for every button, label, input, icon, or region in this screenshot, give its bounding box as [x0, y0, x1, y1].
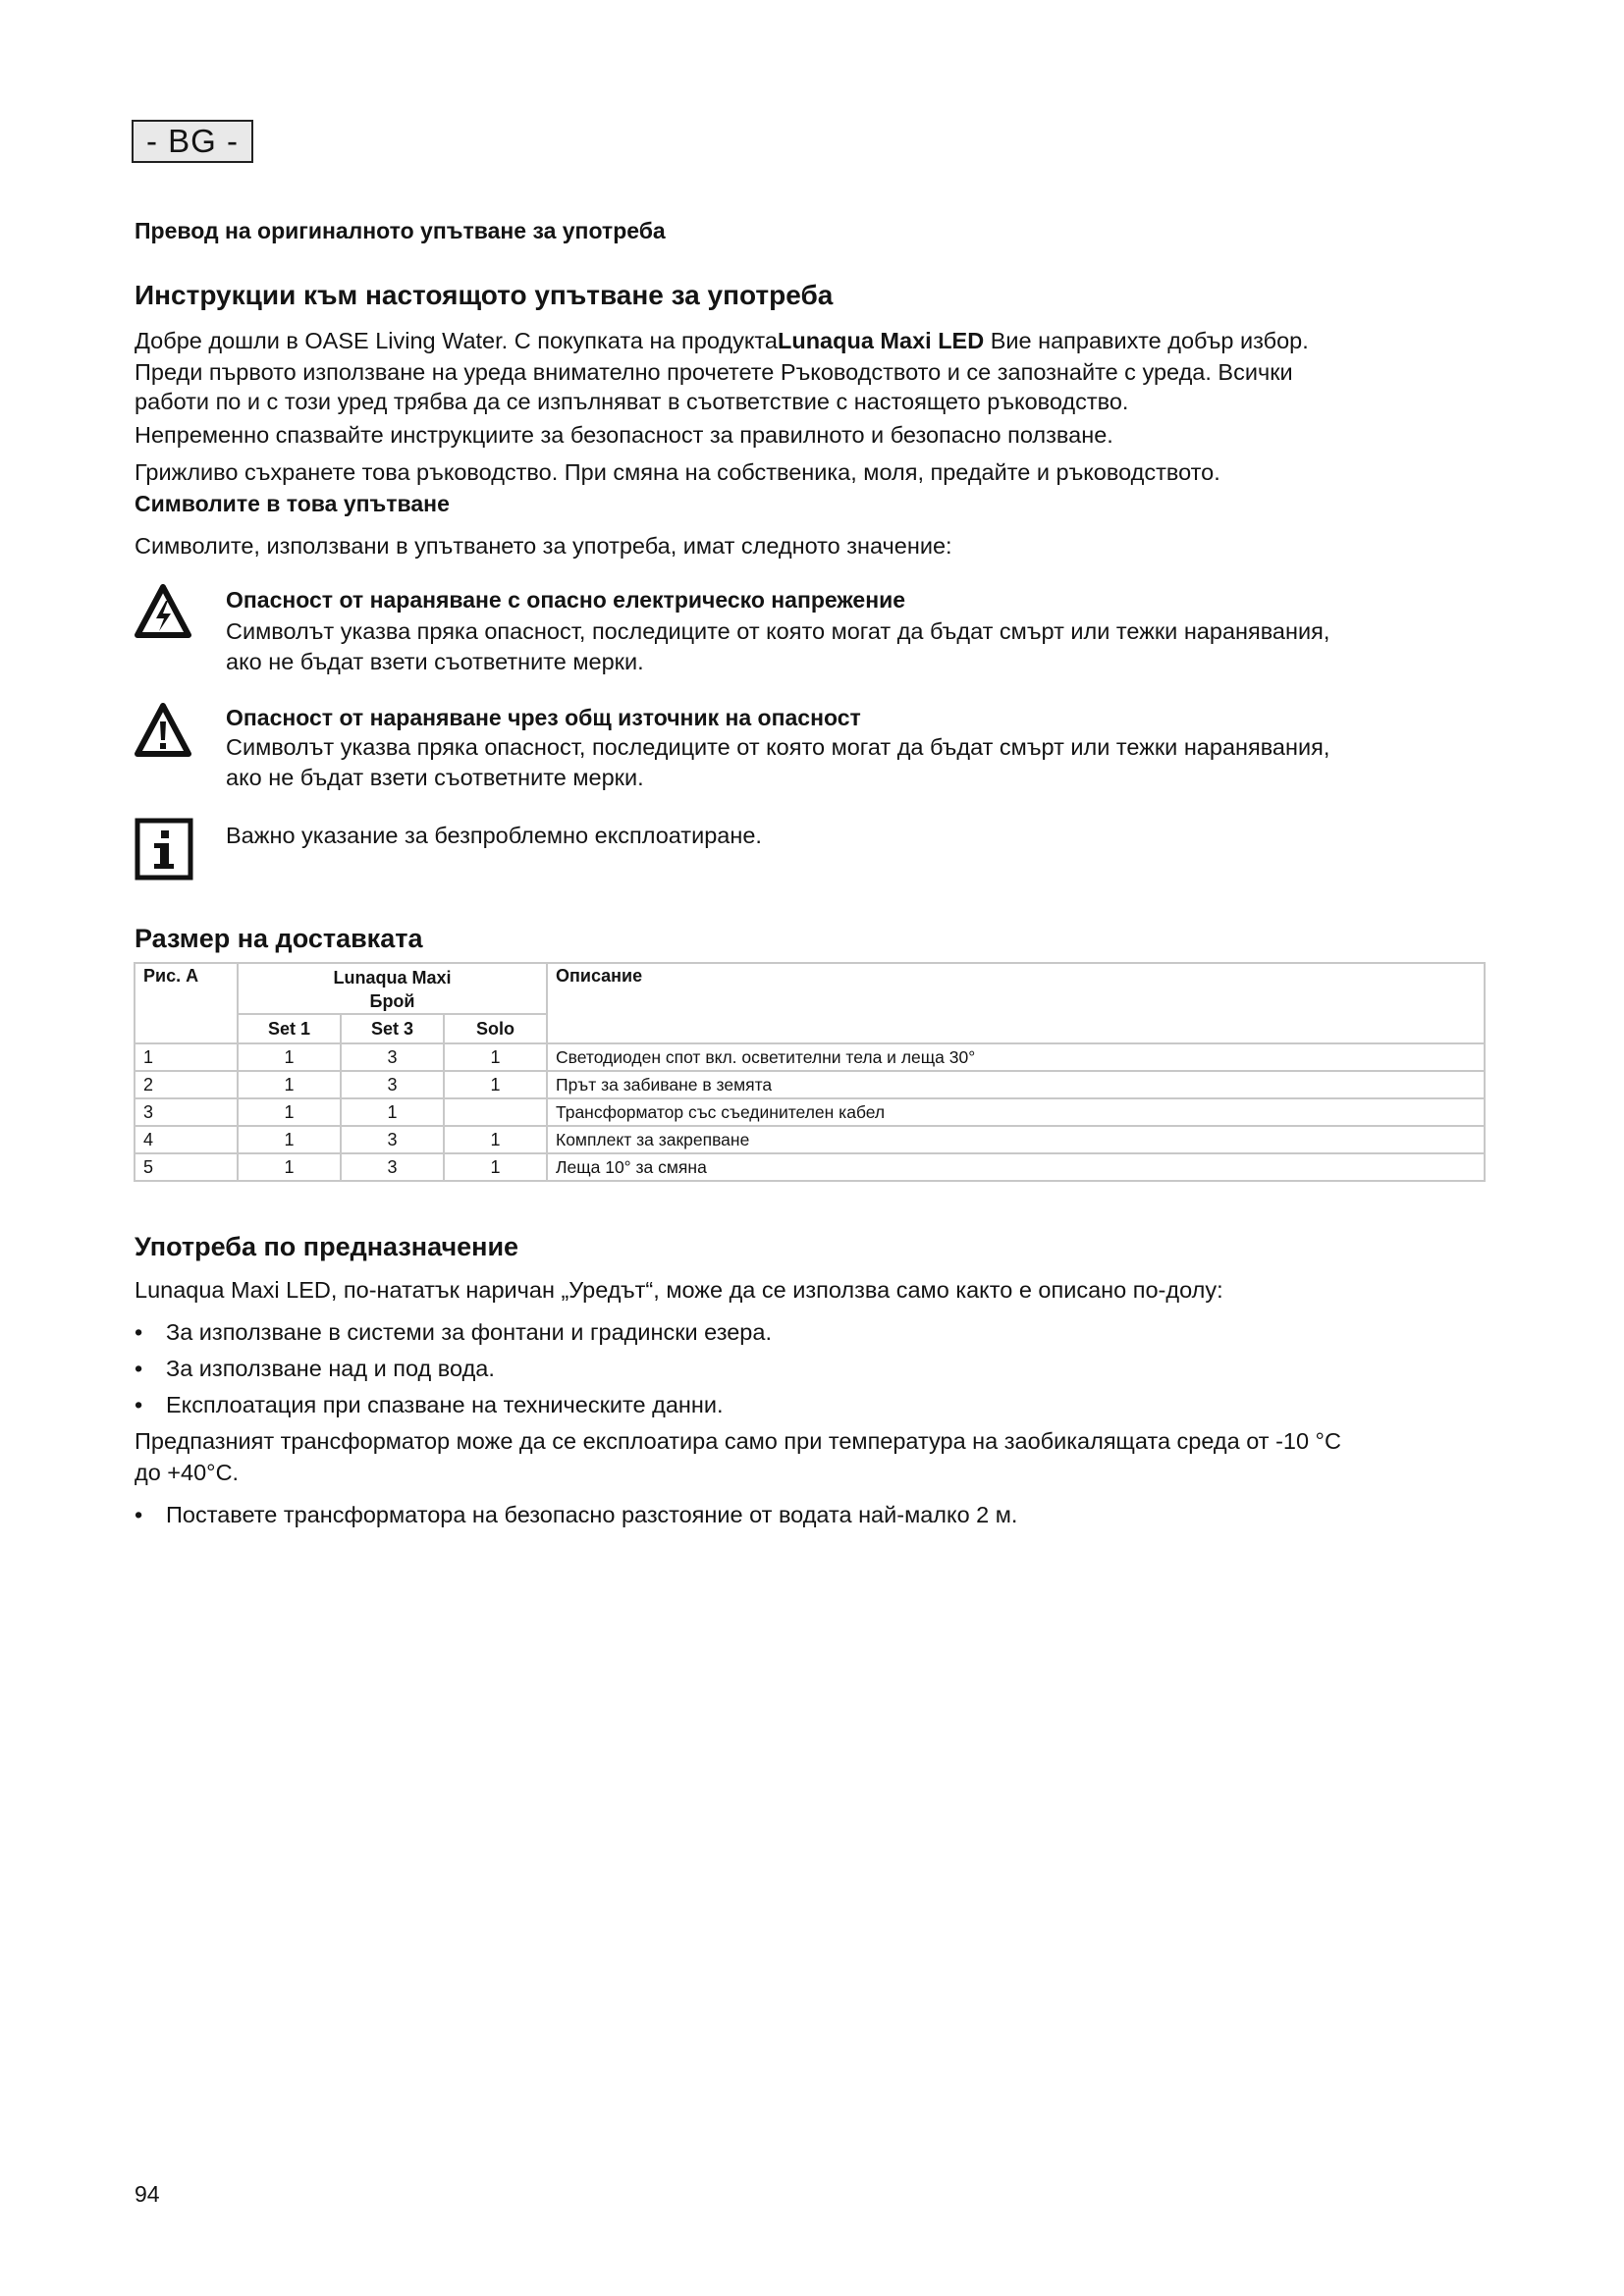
cell-set3: 3 [341, 1153, 444, 1181]
symbol-title-general: Опасност от нараняване чрез общ източник на опасност [226, 705, 861, 730]
cell-solo: 1 [444, 1071, 547, 1098]
cell-set1: 1 [238, 1043, 341, 1071]
header-set1: Set 1 [238, 1014, 341, 1043]
list-item-text: За използване над и под вода. [166, 1356, 495, 1381]
table-row [135, 1071, 1485, 1098]
header-description: Описание [547, 963, 1485, 1043]
cell-desc: Леща 10° за смяна [547, 1153, 1485, 1181]
table-header-row [135, 963, 1485, 1014]
instructions-line4: Непременно спазвайте инструкциите за безопасност за правилното и безопасно ползване. [135, 422, 1113, 448]
warning-icon [135, 703, 191, 763]
cell-set3: 3 [341, 1043, 444, 1071]
list-item: • За използване в системи за фонтани и градински езера. [135, 1319, 772, 1345]
table-row [135, 1126, 1485, 1153]
cell-set3: 3 [341, 1126, 444, 1153]
list-item-text: За използване в системи за фонтани и градински езера. [166, 1319, 772, 1345]
welcome-post: Вие направихте добър избор. [984, 328, 1309, 353]
cell-pos: 1 [135, 1043, 238, 1071]
symbol-text-electric-1: Символът указва пряка опасност, последиците от която могат да бъдат смърт или тежки наранявания, [226, 618, 1330, 644]
instructions-line2: Преди първото използване на уреда внимателно прочетете Ръководството и се запознайте с уреда. Всички [135, 359, 1293, 385]
delivery-heading: Размер на доставката [135, 924, 423, 953]
symbol-title-electric: Опасност от нараняване с опасно електрическо напрежение [226, 587, 906, 613]
temperature-line2: до +40°C. [135, 1460, 240, 1485]
instructions-line5: Грижливо съхранете това ръководство. При смяна на собственика, моля, предайте и ръководството. [135, 459, 1220, 485]
electric-warning-icon [135, 584, 191, 644]
welcome-pre: Добре дошли в OASE Living Water. С покупката на продукта [135, 328, 778, 353]
header-product-name: Lunaqua Maxi [333, 968, 452, 988]
cell-desc: Трансформатор със съединителен кабел [547, 1098, 1485, 1126]
cell-set3: 3 [341, 1071, 444, 1098]
instructions-line3: работи по и с този уред трябва да се изпълняват в съответствие с настоящето ръководство. [135, 389, 1129, 414]
header-set3: Set 3 [341, 1014, 444, 1043]
cell-set1: 1 [238, 1153, 341, 1181]
table-row [135, 1098, 1485, 1126]
cell-set1: 1 [238, 1071, 341, 1098]
cell-pos: 3 [135, 1098, 238, 1126]
list-item: • Експлоатация при спазване на техническите данни. [135, 1392, 724, 1417]
delivery-table [134, 962, 1486, 1182]
symbols-intro: Символите, използвани в упътването за употреба, имат следното значение: [135, 533, 952, 559]
temperature-line1: Предпазният трансформатор може да се експлоатира само при температура на заобикалящата среда от -10 °C [135, 1428, 1341, 1454]
cell-solo: 1 [444, 1153, 547, 1181]
welcome-product: Lunaqua Maxi LED [777, 328, 985, 353]
header-solo: Solo [444, 1014, 547, 1043]
cell-pos: 5 [135, 1153, 238, 1181]
header-count: Брой [369, 991, 415, 1011]
cell-desc: Светодиоден спот вкл. осветителни тела и леща 30° [547, 1043, 1485, 1071]
page-number: 94 [135, 2181, 160, 2207]
table-row [135, 1153, 1485, 1181]
cell-desc: Прът за забиване в земята [547, 1071, 1485, 1098]
translation-heading: Превод на оригиналното упътване за употреба [135, 218, 666, 243]
table-row [135, 1043, 1485, 1071]
info-icon [135, 818, 193, 885]
cell-solo [444, 1098, 547, 1126]
instructions-welcome [135, 325, 1489, 356]
list-item-text: Експлоатация при спазване на техническите данни. [166, 1392, 724, 1417]
cell-set1: 1 [238, 1126, 341, 1153]
cell-solo: 1 [444, 1043, 547, 1071]
intended-use-heading: Употреба по предназначение [135, 1232, 519, 1261]
header-product [238, 963, 547, 1014]
cell-pos: 2 [135, 1071, 238, 1098]
symbol-text-electric-2: ако не бъдат взети съответните мерки. [226, 649, 644, 674]
cell-set3: 1 [341, 1098, 444, 1126]
list-item: • Поставете трансформатора на безопасно разстояние от водата най-малко 2 м. [135, 1502, 1018, 1527]
cell-solo: 1 [444, 1126, 547, 1153]
list-item: • За използване над и под вода. [135, 1356, 495, 1381]
list-item-text: Поставете трансформатора на безопасно разстояние от водата най-малко 2 м. [166, 1502, 1018, 1527]
cell-set1: 1 [238, 1098, 341, 1126]
instructions-heading: Инструкции към настоящото упътване за употреба [135, 280, 834, 310]
symbol-text-general-1: Символът указва пряка опасност, последиците от която могат да бъдат смърт или тежки наранявания, [226, 734, 1330, 760]
header-fig: Рис. A [135, 963, 238, 1043]
cell-desc: Комплект за закрепване [547, 1126, 1485, 1153]
symbols-heading: Символите в това упътване [135, 491, 450, 516]
symbol-text-general-2: ако не бъдат взети съответните мерки. [226, 765, 644, 790]
intended-use-intro: Lunaqua Maxi LED, по-нататък наричан „Уредът“, може да се използва само както е описано по-долу: [135, 1277, 1223, 1303]
symbol-text-info: Важно указание за безпроблемно експлоатиране. [226, 823, 762, 848]
cell-pos: 4 [135, 1126, 238, 1153]
language-tag: - BG - [132, 120, 253, 163]
